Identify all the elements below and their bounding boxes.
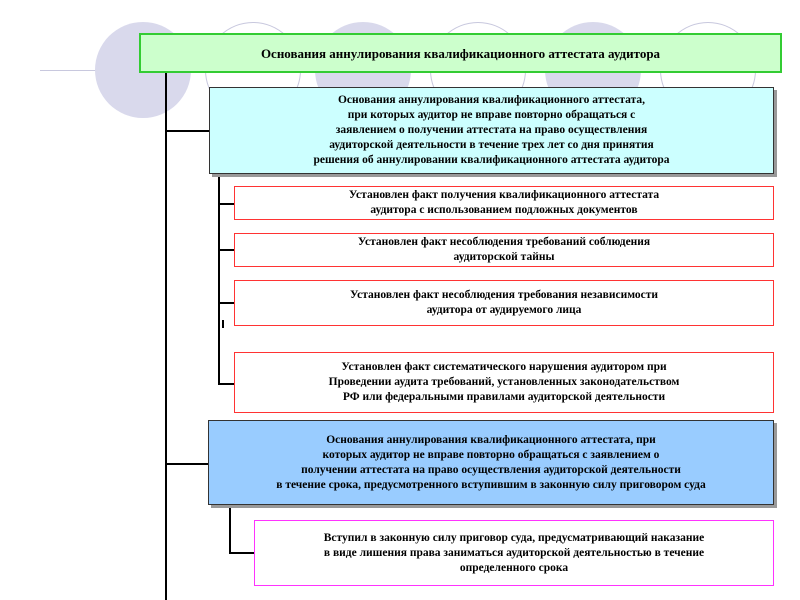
connector-item-3 <box>218 302 234 304</box>
group1-item-3-text: Установлен факт несоблюдения требования независимости аудитора от аудируемого лица <box>349 289 659 316</box>
diagram-title-text: Основания аннулирования квалификационного аттестата аудитора <box>260 45 661 61</box>
group1-header-box <box>209 87 774 174</box>
connector-to-group2 <box>165 463 208 465</box>
connector-item-2 <box>218 249 234 251</box>
group1-item-4 <box>234 352 774 413</box>
group1-header-text: Основания аннулирования квалификационного аттестата, при которых аудитор не вправе повторно обращаться с заявлением о получении аттестата на право осуществления аудиторской деятельности в течение трех лет со дня принятия решения об аннулировании квалификационного аттестата аудитора <box>313 94 670 166</box>
group1-item-2-text: Установлен факт несоблюдения требований соблюдения аудиторской тайны <box>357 236 651 263</box>
diagram-title <box>139 33 782 73</box>
group2-item-1 <box>254 520 774 586</box>
connector-item-5 <box>229 552 254 554</box>
group1-item-1 <box>234 186 774 220</box>
tick-mark <box>222 320 224 328</box>
group1-item-1-text: Установлен факт получения квалификационного аттестата аудитора с использованием подложных документов <box>348 189 660 216</box>
group1-item-4-text: Установлен факт систематического нарушения аудитором при Проведении аудита требований, установленных законодательством РФ или федеральными правилами аудиторской деятельности <box>328 361 680 403</box>
group2-vertical-connector <box>229 507 231 553</box>
connector-item-4 <box>218 383 234 385</box>
group1-vertical-connector <box>218 175 220 384</box>
group2-item-1-text: Вступил в законную силу приговор суда, предусматривающий наказание в виде лишения права заниматься аудиторской деятельностью в течение определенного срока <box>323 531 705 574</box>
connector-to-group1 <box>165 130 209 132</box>
group1-item-2 <box>234 233 774 267</box>
group2-header-text: Основания аннулирования квалификационного аттестата, при которых аудитор не вправе повторно обращаться с заявлением о получении аттестата на право осуществления аудиторской деятельности в течение срока, предусмотренного вступившим в законную силу приговором суда <box>276 433 706 491</box>
main-vertical-connector <box>165 73 167 600</box>
connector-item-1 <box>218 203 234 205</box>
group1-item-3 <box>234 280 774 326</box>
group2-header-box <box>208 420 774 505</box>
